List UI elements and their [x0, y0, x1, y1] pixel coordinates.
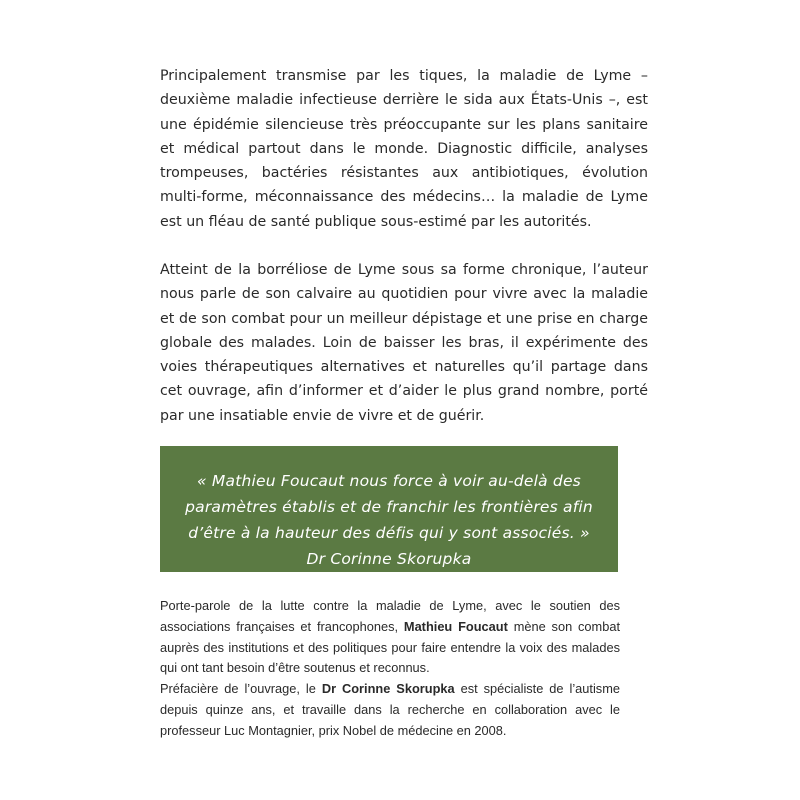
preface-bio-rest: est spécialiste de l’autisme depuis quinze ans, et travaille dans la recherche en collaboration avec le professeur Luc Montagnier, prix Nobel de médecine en 2008.: [160, 681, 620, 738]
author-bio-rest: mène son combat auprès des institutions et des politiques pour faire entendre la voix des malades qui ont tant besoin d’être soutenus et reconnus.: [160, 618, 620, 676]
preface-author-name: Dr Corinne Skorupka: [321, 681, 455, 696]
author-name: Mathieu Foucaut: [403, 618, 508, 634]
author-bio: [160, 596, 620, 679]
preface-bio-intro: Préfacière de l’ouvrage, le: [160, 681, 322, 696]
summary-paragraph-1: Principalement transmise par les tiques, la maladie de Lyme – deuxième maladie infectieuse derrière le sida aux États-Unis –, est une épidémie silencieuse très préoccupante sur les plans sanitaire et médical partout dans le monde. Diagnostic difficile, analyses trompeuses, bactéries résistantes aux antibiotiques, évolution multi-forme, méconnaissance des médecins… la maladie de Lyme est un fléau de santé publique sous-estimé par les autorités.: [160, 68, 648, 230]
author-bio-intro: Porte-parole de la lutte contre la maladie de Lyme, avec le soutien des associations françaises et francophones,: [160, 598, 620, 634]
summary-paragraph-2: Atteint de la borréliose de Lyme sous sa forme chronique, l’auteur nous parle de son calvaire au quotidien pour vivre avec la maladie et de son combat pour un meilleur dépistage et une prise en charge globale des malades. Loin de baisser les bras, il expérimente des voies thérapeutiques alternatives et naturelles qu’il partage dans cet ouvrage, afin d’informer et d’aider le plus grand nombre, porté par une insatiable envie de vivre et de guérir.: [160, 262, 648, 424]
quote-text: « Mathieu Foucaut nous force à voir au-delà des paramètres établis et de franchir les frontières afin d’être à la hauteur des défis qui y sont associés. » Dr Corinne Skorupka: [185, 472, 593, 568]
quote-box: [160, 446, 618, 572]
preface-author-bio: [160, 679, 620, 741]
